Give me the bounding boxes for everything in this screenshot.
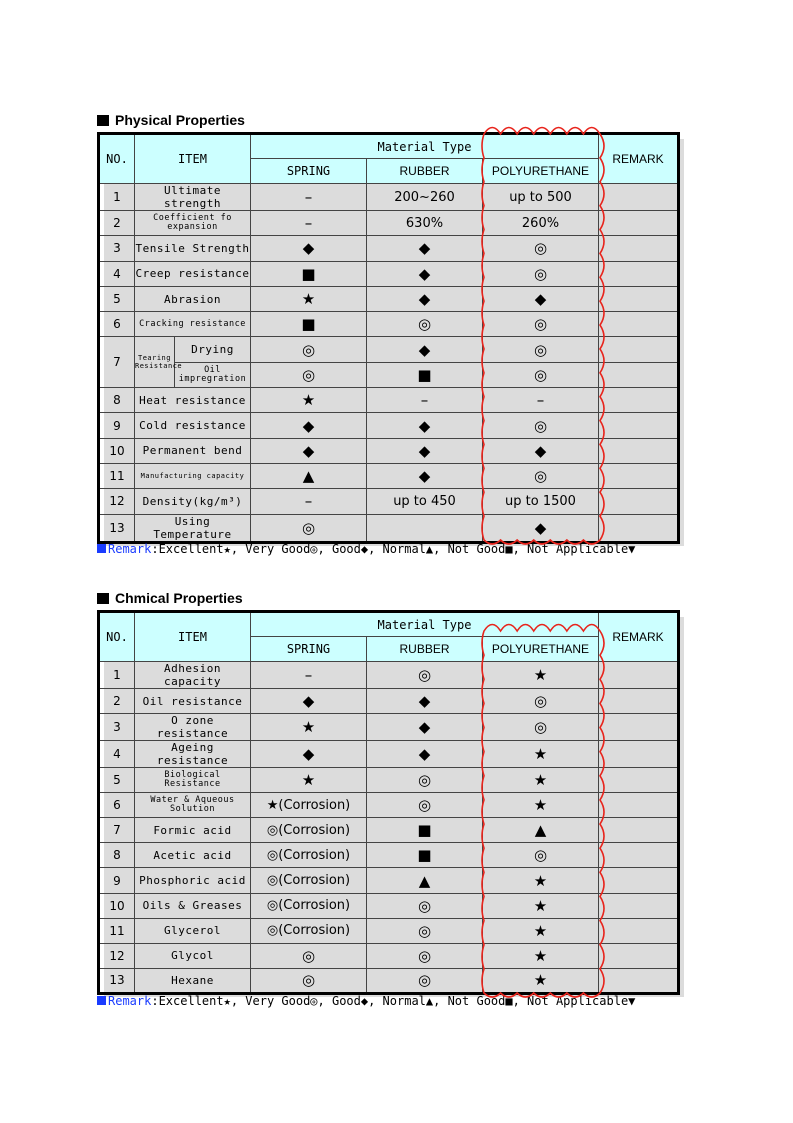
value-rubber: ◆ [367, 714, 483, 741]
value-spring: ■ [251, 312, 367, 337]
remark-cell [599, 662, 679, 689]
table-row [99, 236, 679, 261]
row-number: 3 [99, 236, 135, 261]
remark-cell [599, 388, 679, 413]
remark-cell [599, 337, 679, 362]
value-rubber: ◆ [367, 463, 483, 488]
value-rubber: ◆ [367, 689, 483, 714]
row-number: 8 [99, 388, 135, 413]
value-spring: ★ [251, 714, 367, 741]
remark-cell [599, 514, 679, 542]
row-number: 9 [99, 413, 135, 438]
value-spring: ■ [251, 261, 367, 286]
item-label: Coefficient fo expansion [135, 211, 251, 236]
chemical-section [97, 588, 687, 1018]
value-spring: ★ [251, 388, 367, 413]
value-poly: ★ [483, 868, 599, 893]
value-poly: 260% [483, 211, 599, 236]
item-label: Ageing resistance [135, 741, 251, 768]
value-spring: ◆ [251, 741, 367, 768]
blue-square-icon [97, 996, 106, 1005]
remark-cell [599, 943, 679, 968]
table-row [99, 261, 679, 286]
value-poly: ◆ [483, 286, 599, 311]
remark-cell [599, 261, 679, 286]
remark-cell [599, 362, 679, 387]
table-row [99, 184, 679, 211]
value-spring: ◎ [251, 362, 367, 387]
row-number: 8 [99, 843, 135, 868]
value-rubber: 200~260 [367, 184, 483, 211]
value-poly: ★ [483, 662, 599, 689]
remark-cell [599, 236, 679, 261]
square-bullet-icon [97, 115, 109, 126]
item-label: Heat resistance [135, 388, 251, 413]
value-poly: ◎ [483, 261, 599, 286]
value-poly: ◎ [483, 312, 599, 337]
col-no: NO. [99, 612, 135, 662]
col-item: ITEM [135, 612, 251, 662]
col-spring: SPRING [251, 159, 367, 184]
item-label: Using Temperature [135, 514, 251, 542]
row-number: 7 [99, 818, 135, 843]
col-no: NO. [99, 134, 135, 184]
row-number: 6 [99, 312, 135, 337]
col-rubber: RUBBER [367, 159, 483, 184]
table-row [99, 793, 679, 818]
value-poly: ★ [483, 968, 599, 993]
remark-cell [599, 489, 679, 514]
value-rubber: ◆ [367, 236, 483, 261]
value-spring: ◎ [251, 337, 367, 362]
table-row [99, 514, 679, 542]
square-bullet-icon [97, 593, 109, 604]
value-spring: – [251, 489, 367, 514]
value-poly: ★ [483, 943, 599, 968]
value-spring: – [251, 662, 367, 689]
item-label: Permanent bend [135, 438, 251, 463]
value-spring: ◎ [251, 968, 367, 993]
remark-cell [599, 211, 679, 236]
remark-cell [599, 184, 679, 211]
value-spring: ◎ [251, 514, 367, 542]
value-rubber: ◆ [367, 438, 483, 463]
table-row [99, 768, 679, 793]
value-rubber [367, 514, 483, 542]
item-label: Hexane [135, 968, 251, 993]
value-spring: ★ [251, 768, 367, 793]
value-poly: up to 1500 [483, 489, 599, 514]
value-poly: ★ [483, 793, 599, 818]
table-row [99, 918, 679, 943]
chemical-table [97, 610, 680, 995]
value-poly: ◎ [483, 463, 599, 488]
table-row [99, 868, 679, 893]
value-poly: ▲ [483, 818, 599, 843]
remark-cell [599, 918, 679, 943]
item-label: Manufacturing capacity [135, 463, 251, 488]
value-rubber: ■ [367, 818, 483, 843]
value-spring: – [251, 211, 367, 236]
remark-cell [599, 438, 679, 463]
value-rubber: ▲ [367, 868, 483, 893]
value-poly: ◆ [483, 514, 599, 542]
row-number: 1 [99, 662, 135, 689]
value-spring: ◆ [251, 689, 367, 714]
value-spring: ★ [251, 286, 367, 311]
value-spring: – [251, 184, 367, 211]
value-rubber: ◎ [367, 793, 483, 818]
value-spring: ◎ [251, 943, 367, 968]
item-label: Adhesion capacity [135, 662, 251, 689]
value-poly: ◎ [483, 689, 599, 714]
col-spring: SPRING [251, 637, 367, 662]
table-row [99, 362, 679, 387]
value-spring: ◎(Corrosion) [251, 893, 367, 918]
value-poly: ◎ [483, 362, 599, 387]
value-spring: ◆ [251, 236, 367, 261]
value-poly: ◎ [483, 413, 599, 438]
value-spring: ◆ [251, 413, 367, 438]
item-label: Abrasion [135, 286, 251, 311]
row-number: 7 [99, 337, 135, 388]
table-row [99, 893, 679, 918]
table-row [99, 714, 679, 741]
value-rubber: ◎ [367, 893, 483, 918]
value-poly: ★ [483, 741, 599, 768]
item-label: Oils & Greases [135, 893, 251, 918]
value-spring: ◎(Corrosion) [251, 868, 367, 893]
table-row [99, 943, 679, 968]
item-label: Biological Resistance [135, 768, 251, 793]
remark-cell [599, 741, 679, 768]
item-label: Drying [175, 337, 251, 362]
value-poly: ◎ [483, 337, 599, 362]
item-label: Glycol [135, 943, 251, 968]
col-polyurethane: POLYURETHANE [483, 159, 599, 184]
remark-line: Remark:Excellent★, Very Good◎, Good◆, Normal▲, Not Good■, Not Applicable▼ [97, 994, 635, 1008]
table-row [99, 818, 679, 843]
value-rubber: ◎ [367, 662, 483, 689]
value-rubber: ◎ [367, 943, 483, 968]
col-remark: REMARK [599, 612, 679, 662]
value-poly: ◆ [483, 438, 599, 463]
row-number: 9 [99, 868, 135, 893]
value-rubber: ◆ [367, 413, 483, 438]
value-poly: – [483, 388, 599, 413]
value-rubber: ■ [367, 362, 483, 387]
table-row [99, 388, 679, 413]
col-polyurethane: POLYURETHANE [483, 637, 599, 662]
table-row [99, 843, 679, 868]
item-label: Tensile Strength [135, 236, 251, 261]
remark-cell [599, 843, 679, 868]
remark-cell [599, 463, 679, 488]
value-poly: ◎ [483, 714, 599, 741]
col-material-type: Material Type [251, 134, 599, 159]
value-rubber: ◆ [367, 741, 483, 768]
value-rubber: ◆ [367, 261, 483, 286]
value-poly: ◎ [483, 843, 599, 868]
value-rubber: ◆ [367, 286, 483, 311]
table-row [99, 662, 679, 689]
item-label: Ultimate strength [135, 184, 251, 211]
item-label: Creep resistance [135, 261, 251, 286]
physical-title: Physical Properties [97, 112, 245, 128]
value-rubber: ■ [367, 843, 483, 868]
item-label: Glycerol [135, 918, 251, 943]
col-remark: REMARK [599, 134, 679, 184]
row-number: 4 [99, 741, 135, 768]
row-number: 2 [99, 211, 135, 236]
remark-cell [599, 793, 679, 818]
row-number: 5 [99, 286, 135, 311]
table-row [99, 337, 679, 362]
remark-cell [599, 968, 679, 993]
row-number: 2 [99, 689, 135, 714]
row-number: 12 [99, 489, 135, 514]
remark-cell [599, 893, 679, 918]
row-number: 5 [99, 768, 135, 793]
col-rubber: RUBBER [367, 637, 483, 662]
remark-cell [599, 286, 679, 311]
value-poly: ◎ [483, 236, 599, 261]
value-poly: up to 500 [483, 184, 599, 211]
value-spring: ◎(Corrosion) [251, 818, 367, 843]
item-label: Density(kg/m³) [135, 489, 251, 514]
table-row [99, 286, 679, 311]
remark-cell [599, 714, 679, 741]
value-rubber: ◎ [367, 968, 483, 993]
value-poly: ★ [483, 893, 599, 918]
row-number: 4 [99, 261, 135, 286]
row-number: 12 [99, 943, 135, 968]
physical-section [97, 110, 687, 560]
item-label: Cracking resistance [135, 312, 251, 337]
remark-cell [599, 312, 679, 337]
value-rubber: ◎ [367, 312, 483, 337]
item-label: Oil impregration [175, 362, 251, 387]
row-number: 1 [99, 184, 135, 211]
table-row [99, 968, 679, 993]
remark-cell [599, 413, 679, 438]
item-group-label: Tearing Resistance [135, 337, 175, 388]
row-number: 13 [99, 968, 135, 993]
remark-cell [599, 768, 679, 793]
value-rubber: ◎ [367, 768, 483, 793]
value-rubber: ◎ [367, 918, 483, 943]
table-row [99, 489, 679, 514]
value-spring: ◎(Corrosion) [251, 918, 367, 943]
table-row [99, 312, 679, 337]
item-label: Formic acid [135, 818, 251, 843]
item-label: Oil resistance [135, 689, 251, 714]
value-rubber: ◆ [367, 337, 483, 362]
table-row [99, 689, 679, 714]
table-row [99, 741, 679, 768]
row-number: 11 [99, 463, 135, 488]
value-spring: ◎(Corrosion) [251, 843, 367, 868]
item-label: Water & Aqueous Solution [135, 793, 251, 818]
remark-cell [599, 868, 679, 893]
value-rubber: 630% [367, 211, 483, 236]
item-label: Acetic acid [135, 843, 251, 868]
table-row [99, 413, 679, 438]
value-rubber: – [367, 388, 483, 413]
item-label: Cold resistance [135, 413, 251, 438]
item-label: Phosphoric acid [135, 868, 251, 893]
table-row [99, 438, 679, 463]
value-rubber: up to 450 [367, 489, 483, 514]
row-number: 10 [99, 438, 135, 463]
remark-cell [599, 818, 679, 843]
value-spring: ★(Corrosion) [251, 793, 367, 818]
row-number: 13 [99, 514, 135, 542]
row-number: 3 [99, 714, 135, 741]
remark-cell [599, 689, 679, 714]
col-material-type: Material Type [251, 612, 599, 637]
blue-square-icon [97, 544, 106, 553]
row-number: 6 [99, 793, 135, 818]
table-row [99, 463, 679, 488]
value-spring: ▲ [251, 463, 367, 488]
remark-line: Remark:Excellent★, Very Good◎, Good◆, Normal▲, Not Good■, Not Applicable▼ [97, 542, 635, 556]
col-item: ITEM [135, 134, 251, 184]
physical-table [97, 132, 680, 544]
item-label: O zone resistance [135, 714, 251, 741]
value-poly: ★ [483, 768, 599, 793]
row-number: 11 [99, 918, 135, 943]
value-spring: ◆ [251, 438, 367, 463]
chemical-title: Chmical Properties [97, 590, 243, 606]
value-poly: ★ [483, 918, 599, 943]
row-number: 10 [99, 893, 135, 918]
table-row [99, 211, 679, 236]
